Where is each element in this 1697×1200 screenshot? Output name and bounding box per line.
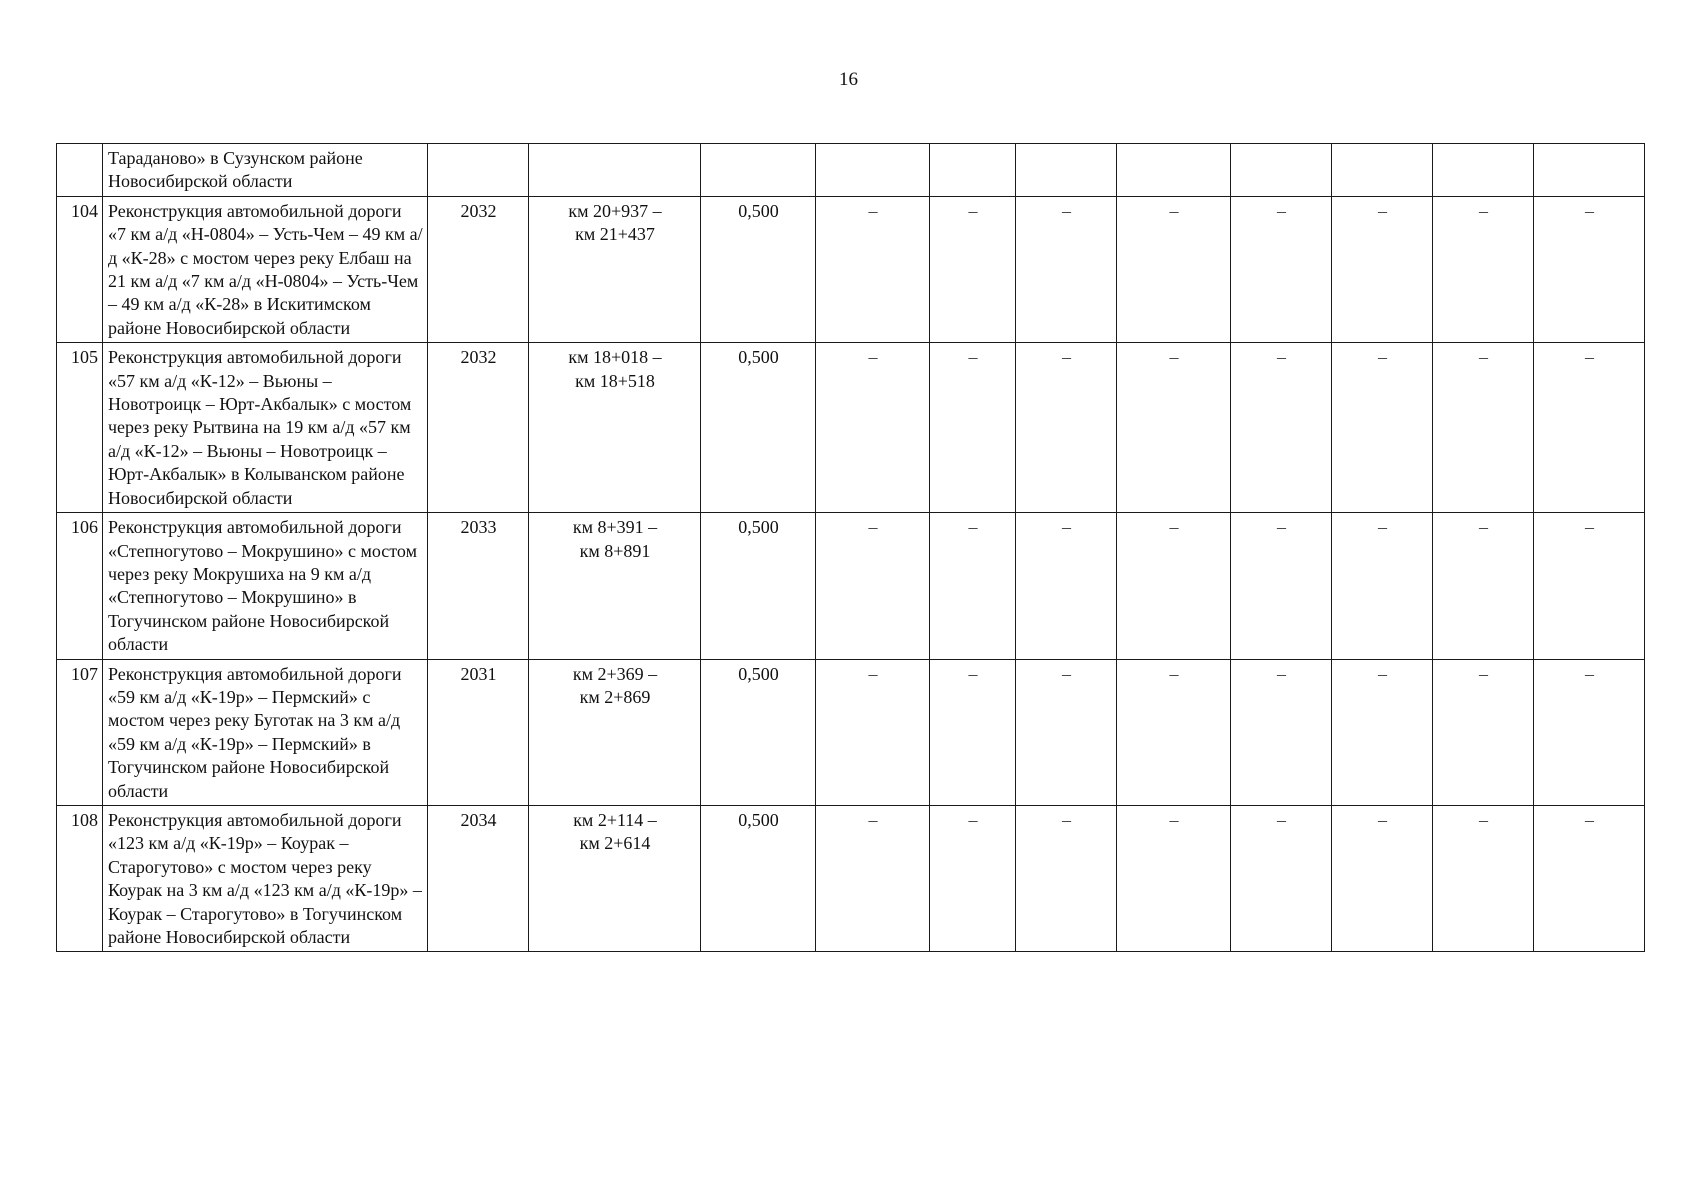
value-cell: –	[1332, 805, 1433, 951]
km-from: км 8+391 –	[572, 517, 658, 538]
length-cell: 0,500	[701, 805, 816, 951]
value-cell: –	[1332, 513, 1433, 659]
table-row	[57, 343, 1645, 513]
value-cell: –	[816, 513, 930, 659]
value-cell: –	[1231, 659, 1332, 805]
value-cell: –	[1433, 343, 1534, 513]
length-cell: 0,500	[701, 196, 816, 342]
empty-cell	[701, 144, 816, 197]
value-cell: –	[1117, 196, 1231, 342]
object-name-cell: Реконструкция автомобильной дороги «7 км а/д «Н-0804» – Усть-Чем – 49 км а/д «К-28» с мостом через реку Елбаш на 21 км а/д «7 км а/д «Н-0804» – Усть-Чем – 49 км а/д «К-28» в Искитимском районе Новосибирской области	[103, 196, 428, 342]
km-to: км 2+869	[579, 686, 651, 707]
value-cell: –	[816, 659, 930, 805]
value-cell: –	[1016, 659, 1117, 805]
km-range-cell	[529, 343, 701, 513]
value-cell: –	[1117, 343, 1231, 513]
km-from: км 2+369 –	[572, 663, 658, 684]
empty-cell	[1117, 144, 1231, 197]
empty-cell	[1332, 144, 1433, 197]
value-cell: –	[1534, 805, 1645, 951]
value-cell: –	[1016, 196, 1117, 342]
value-cell: –	[930, 513, 1016, 659]
empty-cell	[1534, 144, 1645, 197]
value-cell: –	[1433, 196, 1534, 342]
value-cell: –	[930, 343, 1016, 513]
row-number-cell: 104	[57, 196, 103, 342]
km-from: км 18+018 –	[568, 347, 662, 368]
km-from: км 2+114 –	[573, 809, 657, 830]
value-cell: –	[1231, 343, 1332, 513]
row-number-cell: 105	[57, 343, 103, 513]
value-cell: –	[930, 805, 1016, 951]
object-name-cell: Реконструкция автомобильной дороги «Степногутово – Мокрушино» с мостом через реку Мокрушиха на 9 км а/д «Степногутово – Мокрушино» в Тогучинском районе Новосибирской области	[103, 513, 428, 659]
length-cell: 0,500	[701, 513, 816, 659]
value-cell: –	[1117, 805, 1231, 951]
empty-cell	[1231, 144, 1332, 197]
km-to: км 21+437	[575, 224, 655, 245]
value-cell: –	[1016, 513, 1117, 659]
value-cell: –	[1016, 343, 1117, 513]
length-cell: 0,500	[701, 343, 816, 513]
value-cell: –	[1332, 343, 1433, 513]
page-number: 16	[839, 69, 858, 90]
km-range-cell	[529, 659, 701, 805]
row-number-cell: 106	[57, 513, 103, 659]
empty-cell	[1016, 144, 1117, 197]
value-cell: –	[1534, 343, 1645, 513]
row-number-cell	[57, 144, 103, 197]
object-name-cell: Реконструкция автомобильной дороги «57 км а/д «К-12» – Вьюны – Новотроицк – Юрт-Акбалык» с мостом через реку Рытвина на 19 км а/д «57 км а/д «К-12» – Вьюны – Новотроицк – Юрт-Акбалык» в Колыванском районе Новосибирской области	[103, 343, 428, 513]
year-cell: 2032	[428, 343, 529, 513]
value-cell: –	[1117, 513, 1231, 659]
empty-cell	[816, 144, 930, 197]
object-name-cell: Реконструкция автомобильной дороги «123 км а/д «К-19р» – Коурак – Старогутово» с мостом через реку Коурак на 3 км а/д «123 км а/д «К-19р» – Коурак – Старогутово» в Тогучинском районе Новосибирской области	[103, 805, 428, 951]
object-name-cell: Реконструкция автомобильной дороги «59 км а/д «К-19р» – Пермский» с мостом через реку Буготак на 3 км а/д «59 км а/д «К-19р» – Пермский» в Тогучинском районе Новосибирской области	[103, 659, 428, 805]
value-cell: –	[1534, 196, 1645, 342]
table-row	[57, 805, 1645, 951]
row-number-cell: 107	[57, 659, 103, 805]
km-range-cell	[529, 805, 701, 951]
km-range-cell	[529, 196, 701, 342]
value-cell: –	[1433, 659, 1534, 805]
km-to: км 18+518	[575, 370, 655, 391]
km-from: км 20+937 –	[568, 200, 662, 221]
km-range-cell	[529, 513, 701, 659]
road-reconstruction-table	[56, 143, 1645, 952]
value-cell: –	[1231, 196, 1332, 342]
row-number-cell: 108	[57, 805, 103, 951]
table-row	[57, 196, 1645, 342]
length-cell: 0,500	[701, 659, 816, 805]
value-cell: –	[1534, 659, 1645, 805]
km-to: км 8+891	[579, 540, 651, 561]
value-cell: –	[816, 805, 930, 951]
value-cell: –	[816, 196, 930, 342]
table-row	[57, 513, 1645, 659]
empty-cell	[1433, 144, 1534, 197]
value-cell: –	[1016, 805, 1117, 951]
table-row-continuation	[57, 144, 1645, 197]
value-cell: –	[1433, 513, 1534, 659]
year-cell: 2033	[428, 513, 529, 659]
value-cell: –	[1332, 196, 1433, 342]
value-cell: –	[930, 659, 1016, 805]
table-row	[57, 659, 1645, 805]
empty-cell	[930, 144, 1016, 197]
value-cell: –	[1117, 659, 1231, 805]
year-cell: 2031	[428, 659, 529, 805]
value-cell: –	[1534, 513, 1645, 659]
year-cell: 2032	[428, 196, 529, 342]
value-cell: –	[1231, 513, 1332, 659]
value-cell: –	[1231, 805, 1332, 951]
value-cell: –	[1332, 659, 1433, 805]
km-to: км 2+614	[579, 833, 651, 854]
value-cell: –	[1433, 805, 1534, 951]
value-cell: –	[816, 343, 930, 513]
empty-cell	[529, 144, 701, 197]
object-name-cell: Тараданово» в Сузунском районе Новосибирской области	[103, 144, 428, 197]
year-cell: 2034	[428, 805, 529, 951]
empty-cell	[428, 144, 529, 197]
value-cell: –	[930, 196, 1016, 342]
